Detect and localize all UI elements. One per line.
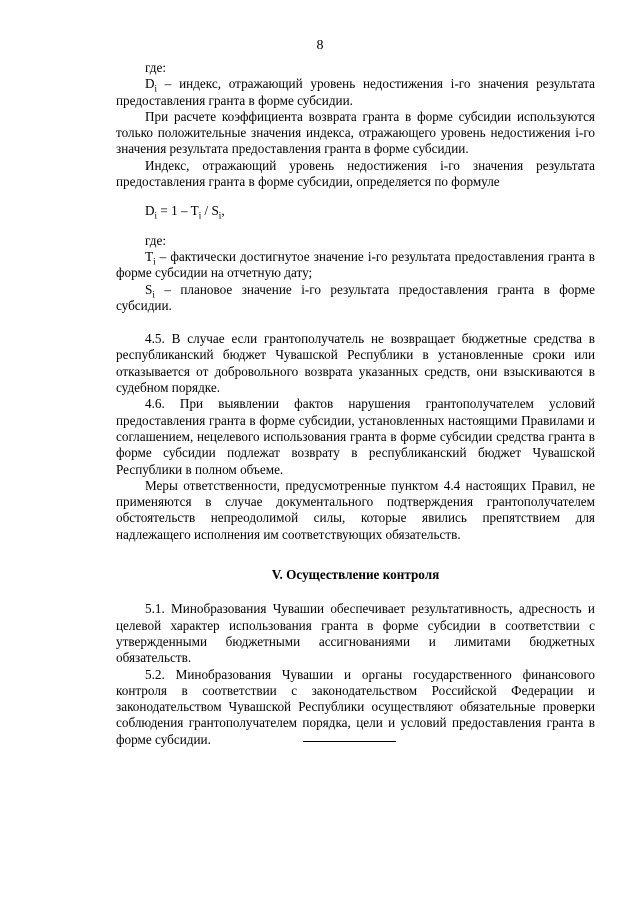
formula-lhs-subscript: i xyxy=(154,211,158,222)
paragraph-5-2: 5.2. Минобразования Чувашии и органы государственного финансового контроля в соответствии с законодательством Российской Федерации и законодательством Чувашской Республики осуществляют обязательные проверки соблюдения грантополучателем порядка, цели и условий предоставления гранта в форме субсидии. xyxy=(116,666,595,747)
definition-si xyxy=(116,282,595,315)
paragraph-positive-values: При расчете коэффициента возврата гранта в форме субсидии используются только положительные значения индекса, отражающего уровень недостижения i-го значения результата предоставления гранта в форме субсидии. xyxy=(116,108,595,157)
symbol-d-subscript: i xyxy=(154,83,158,94)
formula-slash: / S xyxy=(201,203,219,219)
symbol-t-subscript: i xyxy=(153,256,156,267)
paragraph-index-formula-intro: Индекс, отражающий уровень недостижения i-го значения результата предоставления гранта в форме субсидии, определяется по формуле xyxy=(116,157,595,190)
formula-s-subscript: i xyxy=(218,211,222,222)
symbol-t: T xyxy=(145,248,154,264)
end-of-document-rule xyxy=(303,741,396,742)
formula-t-subscript: i xyxy=(198,211,202,222)
formula-lhs: D xyxy=(145,203,155,219)
formula-tail: , xyxy=(221,203,225,219)
definition-di-text: – индекс, отражающий уровень недостижения i-го значения результата предоставления гранта в форме субсидии. xyxy=(116,76,595,108)
paragraph-responsibility-measures: Меры ответственности, предусмотренные пунктом 4.4 настоящих Правил, не применяются в случае документального подтверждения грантополучателем обстоятельств непреодолимой силы, которые явились препятствием для надлежащего исполнения им соответствующих обязательств. xyxy=(116,477,595,542)
section-heading: V. Осуществление контроля xyxy=(271,567,440,583)
definition-ti xyxy=(116,249,595,282)
document-body xyxy=(116,60,595,748)
definition-di xyxy=(116,76,595,109)
symbol-s-subscript: i xyxy=(152,289,155,300)
formula-mid: = 1 – T xyxy=(157,203,199,219)
page-number: 8 xyxy=(316,38,324,53)
symbol-s: S xyxy=(145,281,153,297)
paragraph-4-5: 4.5. В случае если грантополучатель не возвращает бюджетные средства в республиканский бюджет Чувашской Республики в установленные сроки или отказывается от добровольного возврата указанных средств, они взыскиваются в судебном порядке. xyxy=(116,331,595,396)
formula xyxy=(116,203,595,222)
definition-si-text: – плановое значение i-го результата предоставления гранта в форме субсидии. xyxy=(116,281,595,313)
paragraph-5-1: 5.1. Минобразования Чувашии обеспечивает результативность, адресность и целевой характер использования гранта в форме субсидии в соответствии с утвержденными бюджетными ассигнованиями и лимитами бюджетных обязательств. xyxy=(116,601,595,666)
definition-ti-text: – фактически достигнутое значение i-го результата предоставления гранта в форме субсидии на отчетную дату; xyxy=(116,248,595,281)
paragraph-4-6: 4.6. При выявлении фактов нарушения грантополучателем условий предоставления гранта в форме субсидии, установленных настоящими Правилами и соглашением, нецелевого использования гранта в форме субсидии средства гранта в форме субсидии подлежат возврату в республиканский бюджет Чувашской Республики в полном объеме. xyxy=(116,396,595,477)
where-label-2: где: xyxy=(145,232,166,248)
symbol-d: D xyxy=(145,76,155,92)
where-label-1: где: xyxy=(145,60,166,75)
